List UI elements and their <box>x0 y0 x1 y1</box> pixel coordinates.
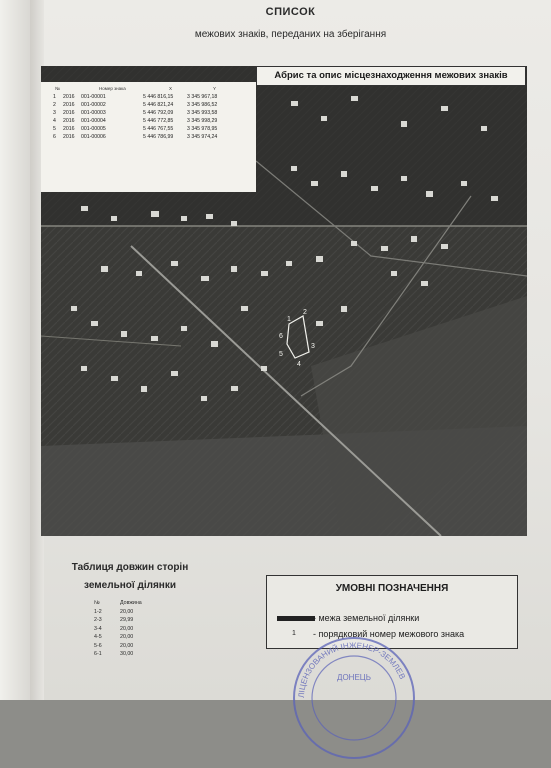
coordinates-header-name: Номер знака <box>99 86 126 91</box>
coordinates-row: 2 2016 001-00002 5 446 821,24 3 345 986,52 <box>53 102 218 108</box>
document-title: СПИСОК <box>265 6 316 18</box>
plot-marker-3: 3 <box>311 343 315 350</box>
lengths-row: 3-4 20,00 <box>94 625 134 632</box>
plot-marker-5: 5 <box>279 351 283 358</box>
abris-label: Абрис та опис місцезнаходження межових знаків <box>256 66 526 86</box>
stamp-ring-text: ЛІЦЕНЗОВАНИЙ ІНЖЕНЕР-ЗЕМЛЕВ <box>296 640 407 699</box>
plot-marker-6: 6 <box>279 333 283 340</box>
coordinates-header-y: Y <box>213 86 217 91</box>
legend-boundary-label: - межа земельної ділянки <box>313 613 420 623</box>
coordinates-header-x: X <box>169 86 173 91</box>
plot-marker-1: 1 <box>287 316 291 323</box>
lengths-row: 6-1 30,00 <box>94 651 134 657</box>
boundary-line-symbol <box>277 616 315 621</box>
lengths-row: 2-3 29,99 <box>94 617 134 623</box>
coordinates-row: 6 2016 001-00006 5 446 786,99 3 345 974,24 <box>53 134 218 140</box>
document-page <box>30 0 551 700</box>
lengths-table <box>94 600 142 660</box>
coordinates-row: 3 2016 001-00003 5 446 792,09 3 345 993,58 <box>53 110 218 116</box>
legend-title: УМОВНІ ПОЗНАЧЕННЯ <box>335 583 449 594</box>
lengths-row: 1-2 20,00 <box>94 608 134 615</box>
lengths-row: 5-6 20,00 <box>94 642 134 649</box>
mark-number-symbol: 1 <box>292 630 296 637</box>
lengths-table-title-line2: земельної ділянки <box>84 580 176 591</box>
lengths-row: 4-5 20,00 <box>94 634 134 640</box>
legend-mark-label: - порядковий номер межового знака <box>313 629 465 639</box>
document-subtitle: межових знаків, переданих на зберігання <box>194 29 387 40</box>
coordinates-header-number: № <box>55 86 60 91</box>
plot-marker-2: 2 <box>303 309 307 316</box>
coordinates-row: 4 2016 001-00004 5 446 772,85 3 345 998,29 <box>53 118 218 124</box>
lengths-table-title-line1: Таблиця довжин сторін <box>71 562 189 573</box>
coordinates-row: 1 2016 001-00001 5 446 816,15 3 345 967,18 <box>53 94 218 100</box>
seal-stamp <box>284 628 424 768</box>
lengths-table-header: № Довжина <box>94 600 142 606</box>
coordinates-row: 5 2016 001-00005 5 446 767,55 3 345 978,95 <box>53 126 218 132</box>
plot-marker-4: 4 <box>297 361 301 368</box>
coordinates-table <box>41 82 256 192</box>
stamp-center-text: ДОНЕЦЬ <box>337 673 371 682</box>
background-surface <box>0 0 30 700</box>
